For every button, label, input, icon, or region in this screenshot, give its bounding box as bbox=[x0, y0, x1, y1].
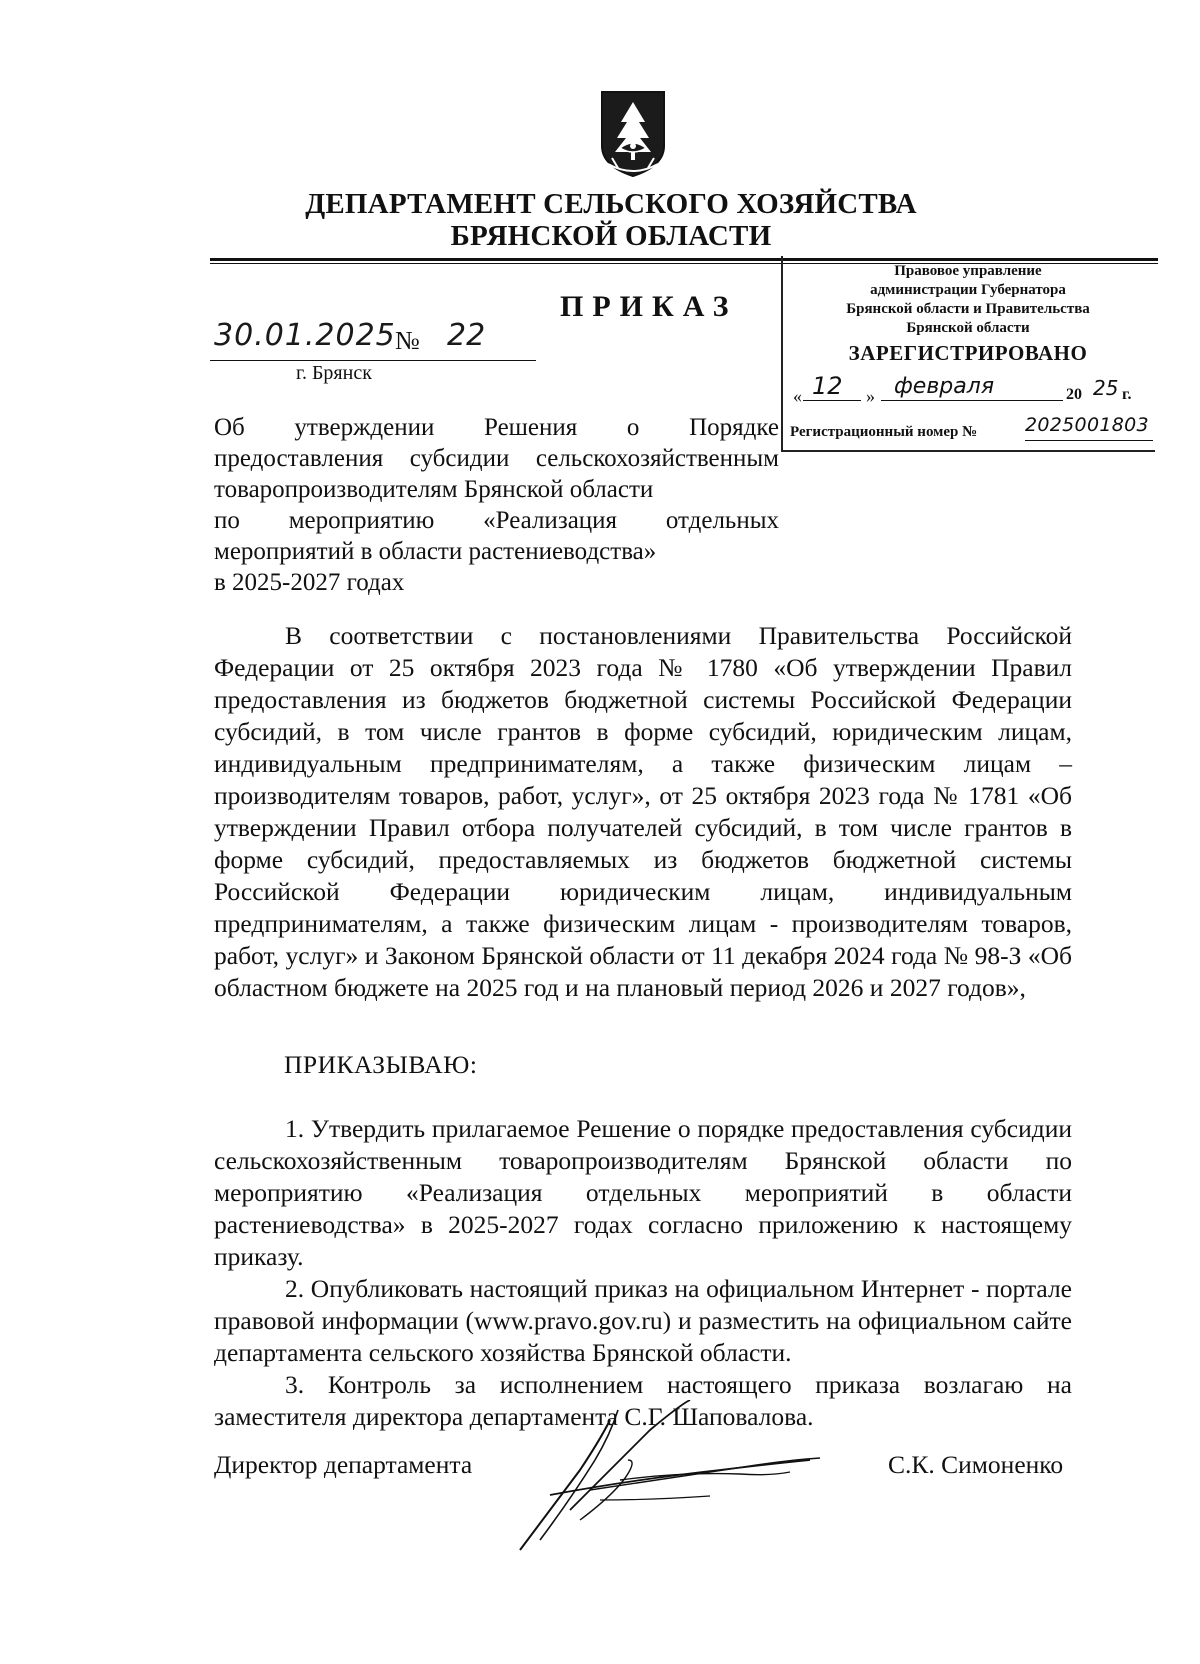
stamp-month-underline bbox=[881, 400, 1063, 401]
order-date-handwritten: 30.01.2025 bbox=[214, 318, 396, 353]
signatory-name: С.К. Симоненко bbox=[888, 1450, 1064, 1479]
subject-line: по мероприятию «Реализация отдельных bbox=[214, 507, 779, 534]
signatory-position: Директор департамента bbox=[214, 1450, 473, 1479]
stamp-year-handwritten: 25 bbox=[1093, 376, 1119, 400]
stamp-registered: ЗАРЕГИСТРИРОВАНО bbox=[848, 341, 1088, 365]
order-item: 2. Опубликовать настоящий приказ на официальном Интернет - портале правовой информации (www.pravo.gov.ru) и разместить на официальном сайте департамента сельского хозяйства Брянской области. bbox=[214, 1274, 1072, 1367]
stamp-line-3: Брянской области и Правительства bbox=[846, 301, 1090, 317]
order-title: ПРИКАЗ bbox=[560, 290, 738, 323]
stamp-line-2: администрации Губернатора bbox=[870, 282, 1066, 298]
stamp-day-underline bbox=[803, 400, 861, 401]
order-item: 3. Контроль за исполнением настоящего приказа возлагаю на заместителя директора департамента С.Г. Шаповалова. bbox=[214, 1370, 1072, 1431]
subject-line: товаропроизводителям Брянской области bbox=[214, 476, 654, 503]
handwritten-signature bbox=[510, 1400, 830, 1560]
coat-of-arms-emblem bbox=[598, 88, 668, 180]
order-number-label: № bbox=[395, 326, 420, 355]
stamp-line-4: Брянской области bbox=[906, 320, 1030, 336]
department-name-line1: ДЕПАРТАМЕНТ СЕЛЬСКОГО ХОЗЯЙСТВА bbox=[305, 188, 917, 220]
stamp-line-1: Правовое управление bbox=[894, 263, 1042, 279]
subject-line: мероприятий в области растениеводства» bbox=[214, 538, 657, 565]
subject-line: Об утверждении Решения о Порядке bbox=[214, 414, 779, 441]
department-name-line2: БРЯНСКОЙ ОБЛАСТИ bbox=[450, 220, 772, 252]
order-city: г. Брянск bbox=[296, 362, 372, 384]
order-items bbox=[214, 1113, 1072, 1433]
order-date-underline bbox=[210, 360, 536, 361]
order-number-handwritten: 22 bbox=[447, 318, 486, 353]
order-subject bbox=[214, 412, 779, 598]
preamble-paragraph: В соответствии с постановлениями Правительства Российской Федерации от 25 октября 2023 года № 1780 «Об утверждении Правил предоставления из бюджетов бюджетной системы Российской Федерации субсидий, в том числе грантов в форме субсидий, юридическим лицам, индивидуальным предпринимателям, а также физическим лицам – производителям товаров, работ, услуг», от 25 октября 2023 года № 1781 «Об утверждении Правил отбора получателей субсидий, в том числе грантов в форме субсидий, предоставляемых из бюджетов бюджетной системы Российской Федерации юридическим лицам, индивидуальным предпринимателям, а также физическим лицам - производителям товаров, работ, услуг» и Законом Брянской области от 11 декабря 2024 года № 98-З «Об областном бюджете на 2025 год и на плановый период 2026 и 2027 годов», bbox=[214, 621, 1072, 1002]
stamp-year-prefix: 20 bbox=[1066, 386, 1082, 403]
stamp-day-handwritten: 12 bbox=[812, 372, 843, 400]
order-item: 1. Утвердить прилагаемое Решение о порядке предоставления субсидии сельскохозяйственным товаропроизводителям Брянской области по мероприятию «Реализация отдельных мероприятий в области растениеводства» в 2025-2027 годах согласно приложению к настоящему приказу. bbox=[214, 1114, 1072, 1271]
stamp-month-handwritten: февраля bbox=[894, 374, 995, 399]
order-verb: ПРИКАЗЫВАЮ: bbox=[284, 1050, 478, 1079]
subject-line: в 2025-2027 годах bbox=[214, 569, 405, 596]
stamp-quote-open: « bbox=[793, 386, 802, 406]
stamp-quote-close: » bbox=[866, 386, 875, 406]
stamp-regno-handwritten: 2025001803 bbox=[1025, 414, 1149, 436]
stamp-regno-underline bbox=[1025, 440, 1153, 441]
stamp-regno-label: Регистрационный номер № bbox=[790, 424, 978, 440]
stamp-year-suffix: г. bbox=[1122, 386, 1132, 403]
subject-line: предоставления субсидии сельскохозяйственным bbox=[214, 445, 779, 472]
